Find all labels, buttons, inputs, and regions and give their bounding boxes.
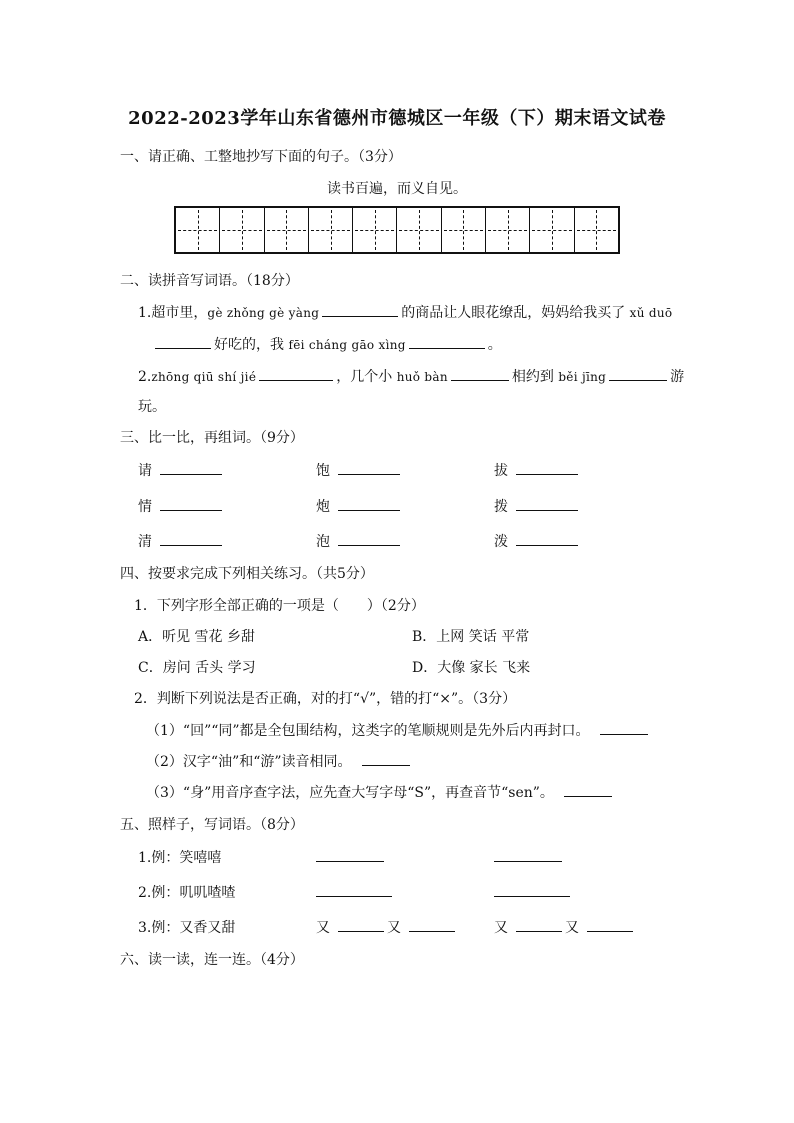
text: 2. [138,369,152,385]
section-5-heading: 五、照样子，写词语。（8分） [120,817,304,833]
option-b[interactable]: B．上网 笑话 平常 [412,629,530,645]
text: 好吃的，我 [214,337,284,353]
answer-blank[interactable] [409,917,455,932]
answer-blank[interactable] [587,917,633,932]
grid-cell[interactable] [442,208,486,252]
you-pattern-2 [494,917,636,937]
compare-char [138,496,225,516]
judge-item-3 [146,782,615,802]
answer-blank[interactable] [322,302,398,317]
pinyin: huǒ bàn [396,370,448,384]
char: 清 [138,534,152,550]
option-a[interactable]: A．听见 雪花 乡甜 [138,629,256,645]
grid-cell[interactable] [265,208,309,252]
answer-blank[interactable] [155,334,211,349]
judge-question: 2．判断下列说法是否正确，对的打“√”，错的打“×”。（3分） [134,691,517,707]
pinyin: zhōng qiū shí jié [151,370,257,384]
copy-sentence: 读书百遍，而义自见。 [327,181,467,197]
answer-blank[interactable] [516,496,578,511]
answer-blank[interactable] [494,847,562,866]
answer-blank[interactable] [516,531,578,546]
char: 炮 [316,499,330,515]
compare-char [316,531,403,551]
char: 拨 [494,499,508,515]
compare-char [316,496,403,516]
option-d[interactable]: D．大像 家长 飞来 [412,660,531,676]
answer-blank[interactable] [338,496,400,511]
example-1: 1.例：笑嘻嘻 [138,850,222,866]
text: 又 [494,920,508,936]
compare-char [494,531,581,551]
text: 。 [487,337,502,353]
answer-blank[interactable] [316,847,384,866]
grid-cell[interactable] [309,208,353,252]
grid-cell[interactable] [397,208,441,252]
grid-cell[interactable] [575,208,618,252]
text: 的商品让人眼花缭乱，妈妈给我买了 [401,305,626,321]
compare-char [494,496,581,516]
answer-blank[interactable] [564,782,612,797]
answer-blank[interactable] [316,882,392,901]
answer-blank[interactable] [600,720,648,735]
judge-item-2 [146,751,413,771]
example-2: 2.例：叽叽喳喳 [138,885,236,901]
answer-blank[interactable] [609,366,667,381]
text: 又 [387,920,401,936]
section-4-heading: 四、按要求完成下列相关练习。（共5分） [120,566,374,582]
section-1-heading: 一、请正确、工整地抄写下面的句子。（3分） [120,149,402,165]
text: （1）“回”“同”都是全包围结构，这类字的笔顺规则是先外后内再封口。 [146,723,590,739]
grid-cell[interactable] [220,208,264,252]
pinyin: běi jīng [558,370,607,384]
section-6-heading: 六、读一读，连一连。（4分） [120,952,304,968]
answer-blank[interactable] [259,366,333,381]
example-3: 3.例：又香又甜 [138,920,236,936]
text: （2）汉字“油”和“游”读音相同。 [146,754,352,770]
writing-grid[interactable] [174,206,620,254]
char: 饱 [316,463,330,479]
pinyin: xǔ duō [629,306,673,320]
answer-blank[interactable] [494,882,570,901]
answer-blank[interactable] [160,531,222,546]
text: 1.超市里， [138,305,208,321]
grid-cell[interactable] [353,208,397,252]
compare-char [316,460,403,480]
text: 游 [670,369,685,385]
choice-question: 1．下列字形全部正确的一项是（ ）（2分） [134,598,425,614]
grid-cell[interactable] [486,208,530,252]
answer-blank[interactable] [338,460,400,475]
grid-cell[interactable] [530,208,574,252]
page-title: 2022-2023学年山东省德州市德城区一年级（下）期末语文试卷 [128,108,666,129]
char: 泼 [494,534,508,550]
answer-blank[interactable] [338,917,384,932]
char: 拔 [494,463,508,479]
pinyin-question-1-line-2 [152,334,502,354]
compare-char [494,460,581,480]
answer-blank[interactable] [409,334,485,349]
compare-char [138,531,225,551]
text: （3）“身”用音序查字法，应先查大写字母“S”，再查音节“sen”。 [146,785,554,801]
text: 又 [565,920,579,936]
char: 情 [138,499,152,515]
pinyin: fēi cháng gāo xìng [288,338,406,352]
section-3-heading: 三、比一比，再组词。（9分） [120,430,304,446]
answer-blank[interactable] [338,531,400,546]
text: 相约到 [511,369,554,385]
char: 请 [138,463,152,479]
text: 又 [316,920,330,936]
section-2-heading: 二、读拼音写词语。（18分） [120,273,299,289]
compare-char [138,460,225,480]
you-pattern-1 [316,917,458,937]
pinyin-question-2-line-2: 玩。 [138,399,166,415]
answer-blank[interactable] [160,460,222,475]
char: 泡 [316,534,330,550]
text: ，几个小 [336,369,393,385]
option-c[interactable]: C．房问 舌头 学习 [138,660,256,676]
answer-blank[interactable] [451,366,509,381]
answer-blank[interactable] [516,917,562,932]
answer-blank[interactable] [516,460,578,475]
judge-item-1 [146,720,651,740]
pinyin: gè zhǒng gè yàng [207,306,320,320]
grid-cell[interactable] [176,208,220,252]
pinyin-question-1-line-1 [138,302,672,322]
pinyin-question-2-line-1 [138,366,684,386]
answer-blank[interactable] [160,496,222,511]
answer-blank[interactable] [362,751,410,766]
